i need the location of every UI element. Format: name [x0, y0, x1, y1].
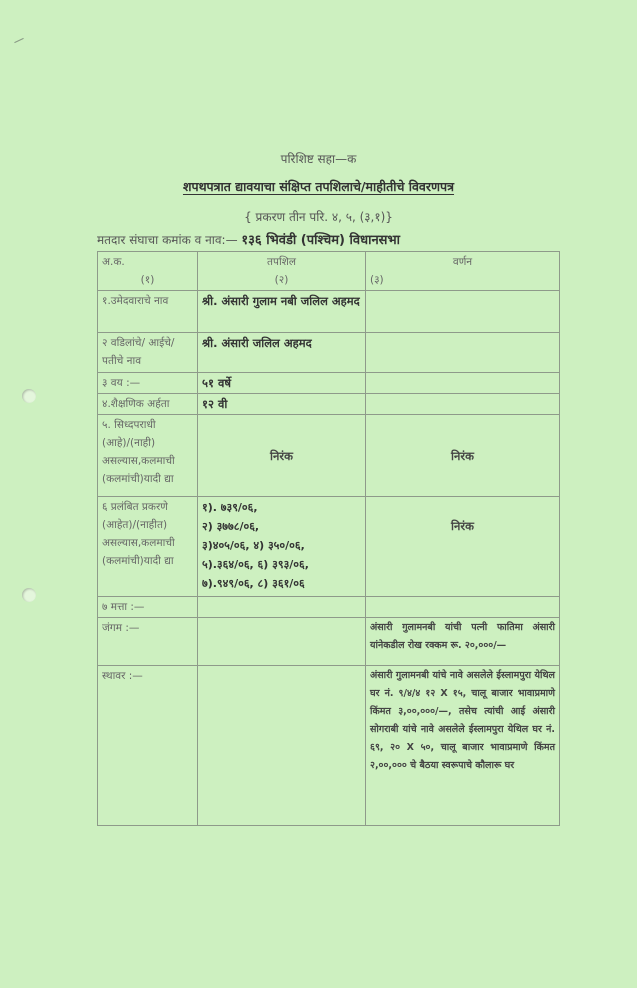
pending-case-line: ५).३६४/०६, ६) ३९३/०६, — [202, 558, 309, 571]
row-desc — [366, 597, 560, 618]
candidate-name-value: श्री. अंसारी गुलाम नबी जलिल अहमद — [198, 291, 366, 333]
row-label: जंगम :— — [98, 618, 198, 666]
row-desc — [366, 373, 560, 394]
pending-case-line: ३)४०५/०६, ४) ३५०/०६, — [202, 539, 305, 552]
row-value — [198, 597, 366, 618]
punch-hole-bottom — [22, 588, 36, 602]
row-desc — [366, 333, 560, 373]
row-value — [198, 618, 366, 666]
row-label: २ वडिलांचे/ आईचे/पतीचे नाव — [98, 333, 198, 373]
row-desc — [366, 394, 560, 415]
header-cell-serial: अ.क. (१) — [98, 252, 198, 291]
pending-case-line: ७).९४९/०६, ८) ३६१/०६ — [202, 577, 305, 590]
row-label: १.उमेदवाराचे नाव — [98, 291, 198, 333]
row-label: ४.शैक्षणिक अर्हता — [98, 394, 198, 415]
row-convictions — [98, 415, 560, 497]
constituency-value: १३६ भिवंडी (पश्चिम) विधानसभा — [241, 233, 400, 248]
convictions-value: निरंक — [198, 415, 366, 497]
pending-cases-list — [198, 497, 366, 597]
affidavit-table — [97, 251, 560, 826]
constituency-line — [97, 230, 400, 248]
convictions-desc: निरंक — [366, 415, 560, 497]
constituency-label: मतदार संघाचा कमांक व नाव:— — [97, 233, 238, 247]
header-row — [98, 252, 560, 291]
pending-cases-desc: निरंक — [366, 497, 560, 597]
appendix-label: परिशिष्ट सहा—क — [280, 152, 357, 166]
document-title: शपथपत्रात द्यावयाचा संक्षिप्त तपशिलाचे/माहीतीचे विवरणपत्र — [182, 179, 455, 194]
row-movable-assets — [98, 618, 560, 666]
row-immovable-assets — [98, 666, 560, 826]
row-label: ६ प्रलंबित प्रकरणे (आहेत)/(नाहीत) असल्यास,कलमाची (कलमांची)यादी द्या — [98, 497, 198, 597]
header-cell-description: वर्णन (३) — [366, 252, 560, 291]
row-label: ७ मत्ता :— — [98, 597, 198, 618]
pending-case-line: १). ७३९/०६, — [202, 501, 258, 514]
row-education — [98, 394, 560, 415]
row-father-name — [98, 333, 560, 373]
pending-case-line: २) ३७७८/०६, — [202, 520, 260, 533]
row-label: स्थावर :— — [98, 666, 198, 826]
row-candidate-name — [98, 291, 560, 333]
row-label: ५. सिध्दपराधी (आहे)/(नाही) असल्यास,कलमाची (कलमांची)यादी द्या — [98, 415, 198, 497]
movable-assets-desc: अंसारी गुलामनबी यांची पत्नी फातिमा अंसारी यांनेकडील रोख रक्कम रू. २०,०००/— — [366, 618, 560, 666]
age-value: ५१ वर्षे — [198, 373, 366, 394]
immovable-assets-desc: अंसारी गुलामनबी यांचे नावे असलेले ईस्लामपुरा येथिल घर नं. ९/४/४ १२ X १५, चालू बाजार भावाप्रमाणे किंमत ३,००,०००/—, तसेच त्यांची आई अंसारी सोगराबी यांचे नावे असलेले ईस्लामपुरा येथिल घर नं. ६९, २० X ५०, चालू बाजार भावाप्रमाणे किंमत २,००,००० चे बैठया स्वरूपाचे कौलारू घर — [366, 666, 560, 826]
father-name-value: श्री. अंसारी जलिल अहमद — [198, 333, 366, 373]
row-age — [98, 373, 560, 394]
row-value — [198, 666, 366, 826]
header-cell-details: तपशिल (२) — [198, 252, 366, 291]
punch-hole-top — [22, 389, 36, 403]
rule-reference: { प्रकरण तीन परि. ४, ५, (३,१)} — [244, 210, 393, 224]
row-assets — [98, 597, 560, 618]
row-desc — [366, 291, 560, 333]
page-mark — [14, 38, 23, 43]
row-label: ३ वय :— — [98, 373, 198, 394]
education-value: १२ वी — [198, 394, 366, 415]
row-pending-cases — [98, 497, 560, 597]
